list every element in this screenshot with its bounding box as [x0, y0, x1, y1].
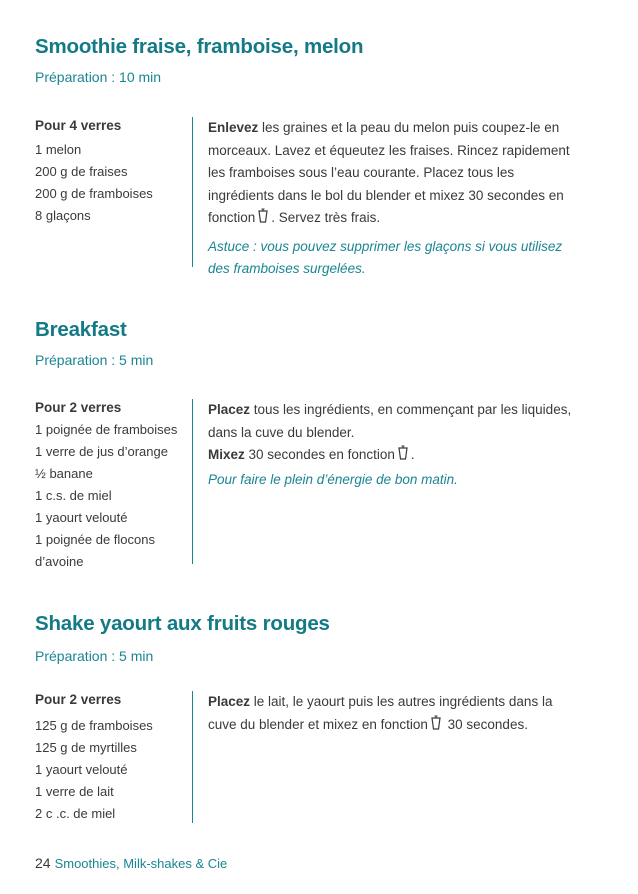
recipe-tip: Pour faire le plein d’énergie de bon matin.: [208, 471, 458, 487]
page-footer: [35, 855, 227, 871]
step-keyword: Placez: [208, 402, 251, 417]
ingredient-item: 125 g de myrtilles: [35, 740, 137, 755]
column-divider: [192, 399, 193, 564]
step-keyword: Placez: [208, 694, 251, 709]
recipe-tip: Astuce : vous pouvez supprimer les glaçons si vous utilisez des framboises surgelées.: [208, 238, 563, 276]
ingredient-item: ½ banane: [35, 466, 93, 481]
preparation-time: Préparation : 5 min: [35, 648, 154, 664]
preparation-time: Préparation : 10 min: [35, 69, 162, 85]
blender-icon: [257, 208, 269, 232]
ingredient-item: 200 g de fraises: [35, 164, 128, 179]
page-number: 24: [35, 855, 51, 871]
instruction-step: [208, 691, 580, 738]
instruction-step: [208, 399, 580, 444]
instructions-column: [208, 117, 580, 281]
step-text: le lait, le yaourt puis les autres ingrédients dans la cuve du blender et mixez en fonction: [208, 694, 553, 732]
recipe-title: Smoothie fraise, framboise, melon: [35, 35, 364, 58]
step-text: 30 secondes en fonction: [244, 447, 395, 462]
ingredient-item: 8 glaçons: [35, 208, 91, 223]
instructions-column: [208, 399, 580, 491]
recipe-breakfast: [35, 318, 595, 569]
servings: Pour 4 verres: [35, 118, 122, 133]
ingredient-item: 1 yaourt velouté: [35, 510, 128, 525]
ingredient-item: 1 poignée de flocons: [35, 532, 155, 547]
ingredient-item: 200 g de framboises: [35, 186, 153, 201]
ingredient-list: [35, 715, 185, 825]
step-keyword: Mixez: [208, 447, 245, 462]
step-text-end: 30 secondes.: [443, 716, 528, 732]
recipe-smoothie-fraise: [35, 35, 595, 276]
servings: Pour 2 verres: [35, 400, 122, 415]
recipe-title: Breakfast: [35, 318, 127, 341]
column-divider: [192, 117, 193, 267]
ingredient-item: 1 verre de lait: [35, 784, 114, 799]
ingredient-list: [35, 139, 185, 227]
ingredient-item: 1 yaourt velouté: [35, 762, 128, 777]
step-keyword: Enlevez: [208, 120, 259, 135]
instructions-column: [208, 691, 580, 738]
preparation-time: Préparation : 5 min: [35, 352, 154, 368]
recipe-title: Shake yaourt aux fruits rouges: [35, 612, 330, 635]
ingredient-item: 1 poignée de framboises: [35, 422, 178, 437]
ingredient-item: 125 g de framboises: [35, 718, 153, 733]
servings: Pour 2 verres: [35, 692, 122, 707]
blender-icon: [430, 715, 442, 739]
ingredient-item: d’avoine: [35, 554, 84, 569]
book-title: Smoothies, Milk-shakes & Cie: [54, 856, 228, 871]
instruction-step: [208, 444, 580, 469]
recipe-shake-yaourt: [35, 612, 595, 821]
step-text: tous les ingrédients, en commençant par les liquides, dans la cuve du blender.: [208, 402, 572, 440]
step-text-end: .: [410, 447, 415, 462]
ingredient-item: 1 verre de jus d’orange: [35, 444, 168, 459]
column-divider: [192, 691, 193, 823]
blender-icon: [397, 445, 409, 469]
step-text-end: . Servez très frais.: [271, 210, 381, 225]
ingredients-column: [35, 691, 185, 825]
instruction-step: [208, 117, 580, 232]
ingredients-column: [35, 399, 185, 573]
ingredients-column: [35, 117, 185, 227]
ingredient-item: 1 c.s. de miel: [35, 488, 112, 503]
ingredient-item: 1 melon: [35, 142, 82, 157]
ingredient-list: [35, 419, 185, 573]
step-text: les graines et la peau du melon puis coupez-le en morceaux. Lavez et équeutez les fraises. Rincez rapidement les framboises sous l’eau courante. Placez tous les ingrédients dans le bol du blender et mixez 30 secondes en fonction: [208, 120, 570, 225]
ingredient-item: 2 c .c. de miel: [35, 806, 116, 821]
